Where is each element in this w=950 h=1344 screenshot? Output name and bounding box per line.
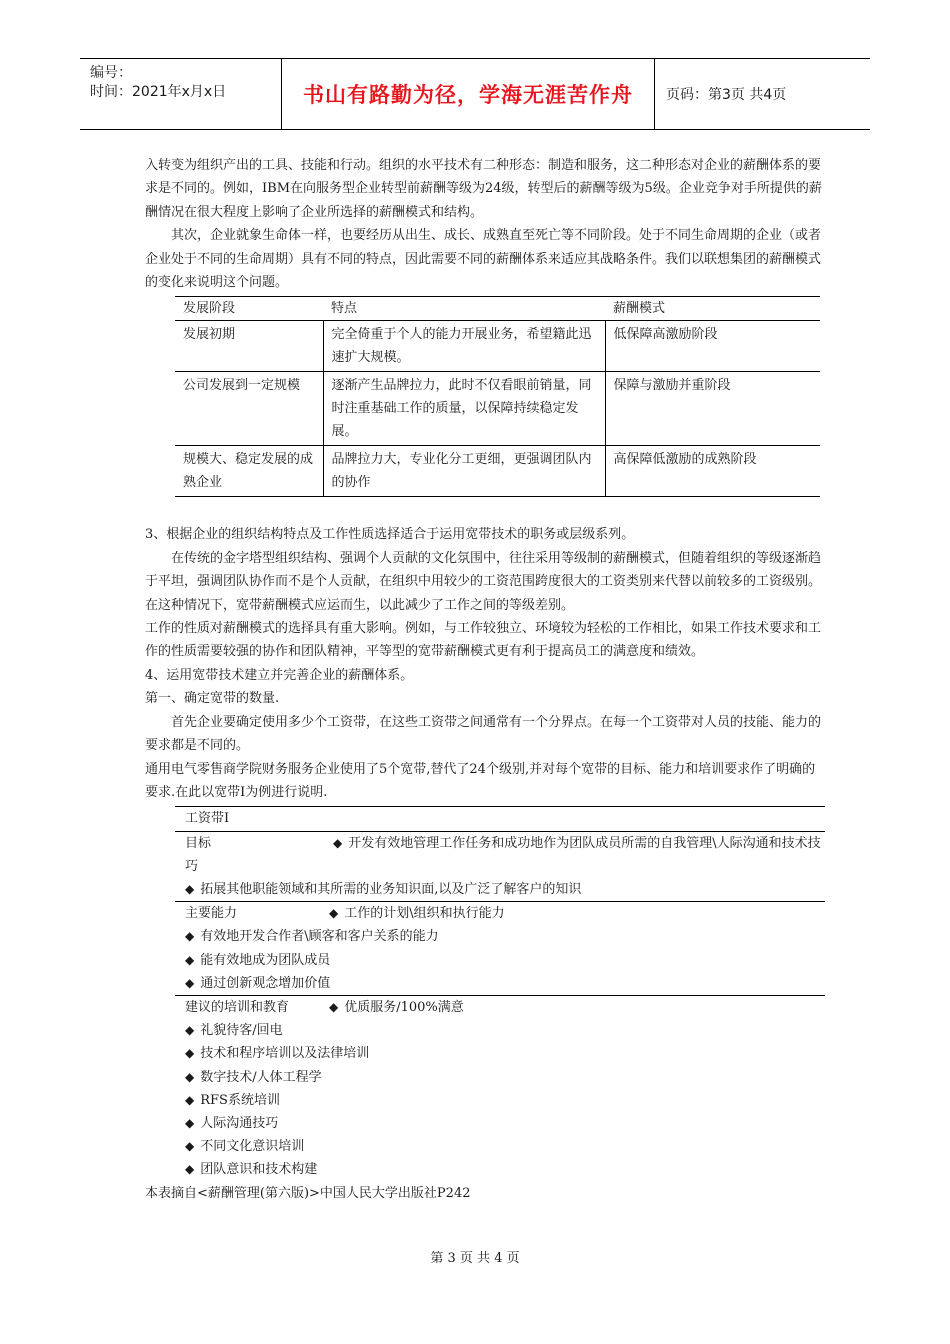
paragraph: 工作的性质对薪酬模式的选择具有重大影响。例如，与工作较独立、环境较为轻松的工作相比，如果工作技术要求和工作的性质需要较强的协作和团队精神，平等型的宽带薪酬模式更有利于提高员工的满意度和绩效。 [145,621,822,660]
list-item-text: RFS系统培训 [200,1092,280,1108]
list-item-text: 有效地开发合作者\顾客和客户关系的能力 [200,929,439,945]
diamond-bullet-icon: ◆ [329,906,339,921]
list-item [185,972,825,995]
pay-band-title: 工资带I [185,811,230,827]
ability-section [175,901,825,995]
list-item [185,1066,825,1089]
list-item-text: 通过创新观念增加价值 [200,975,331,991]
number-label: 编号： [90,65,132,81]
page-header [80,58,870,130]
table-row [175,446,820,497]
header-motto: 书山有路勤为径，学海无涯苦作舟 [281,59,655,129]
paragraph: 4、运用宽带技术建立并完善企业的薪酬体系。 [145,667,414,683]
feature-cell: 逐渐产生品牌拉力，此时不仅看眼前销量，同时注重基础工作的质量，以保障持续稳定发展。 [323,372,605,446]
list-item [185,1089,825,1112]
list-item [185,878,825,901]
table-header: 发展阶段 [175,297,323,321]
list-item-text: 不同文化意识培训 [200,1139,305,1155]
training-line [185,996,825,1019]
diamond-bullet-icon: ◆ [329,999,339,1014]
list-item-text: 能有效地成为团队成员 [200,952,331,968]
diamond-bullet-icon: ◆ [333,835,343,850]
training-label: 建议的培训和教育 [185,999,290,1015]
stage-cell: 规模大、稳定发展的成熟企业 [183,452,314,491]
ability-first: 工作的计划\组织和执行能力 [344,906,505,922]
feature-cell: 完全倚重于个人的能力开展业务，希望籍此迅速扩大规模。 [323,321,605,372]
paragraph: 第一、确定宽带的数量. [145,691,280,707]
diamond-bullet-icon: ◆ [185,975,195,990]
paragraph: 其次，企业就象生命体一样，也要经历从出生、成长、成熟直至死亡等不同阶段。处于不同生命周期的企业（或者企业处于不同的生命周期）具有不同的特点，因此需要不同的薪酬体系来适应其战略条件。我们以联想集团的薪酬模式的变化来说明这个问题。 [145,228,822,291]
list-item [185,1135,825,1158]
table-header: 薪酬模式 [605,297,820,321]
diamond-bullet-icon: ◆ [185,952,195,967]
paragraph: 首先企业要确定使用多少个工资带，在这些工资带之间通常有一个分界点。在每一个工资带对人员的技能、能力的要求都是不同的。 [145,714,822,754]
list-item [185,1019,825,1042]
training-section [175,995,825,1182]
list-item [185,1112,825,1135]
list-item-text: 数字技术/人体工程学 [200,1069,322,1085]
paragraph: 通用电气零售商学院财务服务企业使用了5个宽带,替代了24个级别,并对每个宽带的目标、能力和培训要求作了明确的要求.在此以宽带I为例进行说明. [145,761,816,800]
diamond-bullet-icon: ◆ [185,1069,195,1084]
list-item [185,925,825,948]
list-item-text: 拓展其他职能领域和其所需的业务知识面,以及广泛了解客户的知识 [200,881,582,897]
diamond-bullet-icon: ◆ [185,1023,195,1038]
list-item-text: 礼貌待客/回电 [200,1023,283,1039]
stage-cell: 公司发展到一定规模 [183,378,301,394]
mode-cell: 低保障高激励阶段 [613,327,718,343]
source-note: 本表摘自<薪酬管理(第六版)>中国人民大学出版社P242 [145,1185,471,1201]
goal-label: 目标 [185,835,212,851]
page-footer: 第 3 页 共 4 页 [430,1251,520,1266]
header-meta [80,59,281,129]
diamond-bullet-icon: ◆ [185,881,195,896]
stage-cell: 发展初期 [183,327,236,343]
list-item-text: 技术和程序培训以及法律培训 [200,1046,370,1062]
ability-line [185,902,825,925]
pay-band-table [175,806,825,1181]
lenovo-pay-stage-table [175,296,820,497]
feature-cell: 品牌拉力大，专业化分工更细，更强调团队内的协作 [323,446,605,497]
list-item [185,1158,825,1181]
diamond-bullet-icon: ◆ [185,1046,195,1061]
diamond-bullet-icon: ◆ [185,1139,195,1154]
paragraph: 在传统的金字塔型组织结构、强调个人贡献的文化氛围中，往往采用等级制的薪酬模式，但随着组织的等级逐渐趋于平坦，强调团队协作而不是个人贡献，在组织中用较少的工资范围跨度很大的工资类别来代替以前较多的工资级别。在这种情况下，宽带薪酬模式应运而生，以此减少了工作之间的等级差别。 [145,550,822,613]
goal-section [175,831,825,902]
goal-first: 开发有效地管理工作任务和成功地作为团队成员所需的自我管理\人际沟通和技术技巧 [185,835,821,874]
list-item-text: 团队意识和技术构建 [200,1162,318,1178]
diamond-bullet-icon: ◆ [185,1162,195,1177]
list-item [185,949,825,972]
list-item [185,1042,825,1065]
training-first: 优质服务/100%满意 [344,999,464,1015]
goal-line [185,832,825,878]
paragraph: 入转变为组织产出的工具、技能和行动。组织的水平技术有二种形态：制造和服务，这二种形态对企业的薪酬体系的要求是不同的。例如，IBM在向服务型企业转型前薪酬等级为24级，转型后的薪酬等级为5级。企业竞争对手所提供的薪酬情况在很大程度上影响了企业所选择的薪酬模式和结构。 [145,158,822,220]
ability-label: 主要能力 [185,906,238,922]
mode-cell: 保障与激励并重阶段 [613,378,731,394]
header-page-code: 页码：第3页 共4页 [666,87,787,103]
diamond-bullet-icon: ◆ [185,929,195,944]
diamond-bullet-icon: ◆ [185,1092,195,1107]
document-body [145,154,825,1205]
table-row [175,321,820,372]
list-item-text: 人际沟通技巧 [200,1115,279,1131]
paragraph: 3、根据企业的组织结构特点及工作性质选择适合于运用宽带技术的职务或层级系列。 [145,527,635,543]
time-label: 时间：2021年x月x日 [90,84,227,100]
table-header: 特点 [323,297,605,321]
mode-cell: 高保障低激励的成熟阶段 [613,452,757,468]
table-row [175,372,820,446]
diamond-bullet-icon: ◆ [185,1115,195,1130]
